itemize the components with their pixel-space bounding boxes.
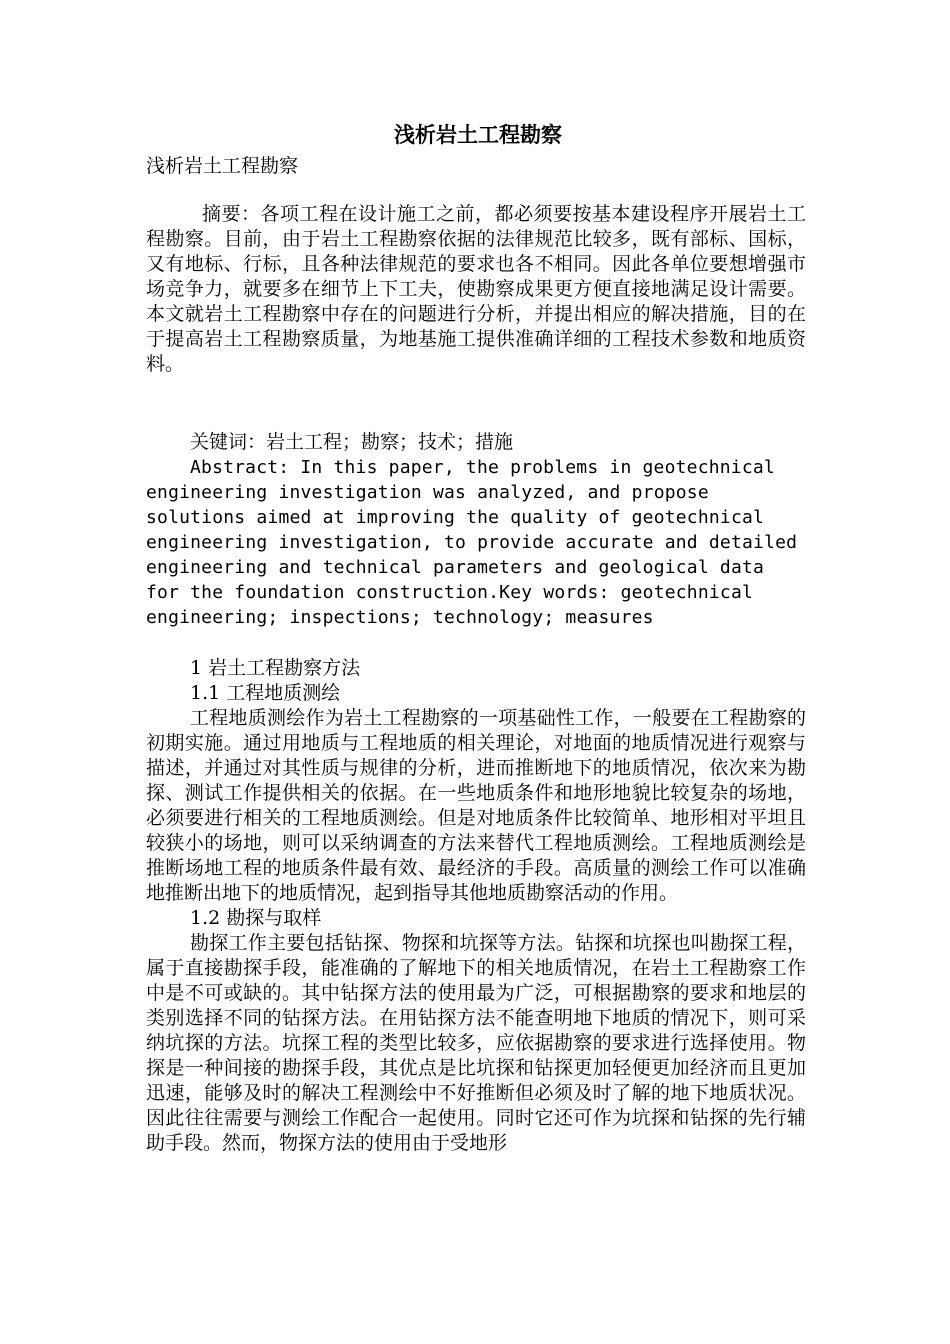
document-subtitle: 浅析岩土工程勘察: [146, 155, 299, 177]
document-title: 浅析岩土工程勘察: [394, 122, 562, 147]
section-1-2-text: 勘探工作主要包括钻探、物探和坑探等方法。钻探和坑探也叫勘探工程，属于直接勘探手段，能准确的了解地下的相关地质情况，在岩土工程勘察工作中是不可或缺的。其中钻探方法的使用最为广泛，可根据勘察的要求和地层的类别选择不同的钻探方法。在用钻探方法不能查明地下地质的情况下，则可采纳坑探的方法。坑探工程的类型比较多，应依据勘察的要求进行选择使用。物探是一种间接的勘探手段，其优点是比坑探和钻探更加轻便更加经济而且更加迅速，能够及时的解决工程测绘中不好推断但必须及时了解的地下地质状况。因此往往需要与测绘工作配合一起使用。同时它还可作为坑探和钻探的先行辅助手段。然而，物探方法的使用由于受地形: [146, 932, 806, 1154]
keywords-cn: 关键词：岩土工程；勘察；技术；措施: [190, 431, 514, 453]
section-1-1-text: 工程地质测绘作为岩土工程勘察的一项基础性工作，一般要在工程勘察的初期实施。通过用地质与工程地质的相关理论，对地面的地质情况进行观察与描述，并通过对其性质与规律的分析，进而推断地下的地质情况，依次来为勘探、测试工作提供相关的依据。在一些地质条件和地形地貌比较复杂的场地，必须要进行相关的工程地质测绘。但是对地质条件比较简单、地形相对平坦且较狭小的场地，则可以采纳调查的方法来替代工程地质测绘。工程地质测绘是推断场地工程的地质条件最有效、最经济的手段。高质量的测绘工作可以准确地推断出地下的地质情况，起到指导其他地质勘察活动的作用。: [146, 707, 806, 904]
section-1-1-heading: 1.1 工程地质测绘: [190, 682, 341, 704]
abstract-en: Abstract: In this paper, the problems in geotechnical engineering investigation was analyzed, and propose solutions aimed at improving the quality of geotechnical engineering investigation, to provide accurate and detailed engineering and technical parameters and geological data for the foundation construction.Key words: geotechnical engineering; inspections; technology; measures: [146, 457, 798, 628]
section-1-2-heading: 1.2 勘探与取样: [190, 907, 322, 929]
section-1-heading: 1 岩土工程勘察方法: [190, 657, 361, 679]
document-page: [146, 118, 806, 1156]
abstract-cn: 摘要：各项工程在设计施工之前，都必须要按基本建设程序开展岩土工程勘察。目前，由于岩土工程勘察依据的法律规范比较多，既有部标、国标，又有地标、行标，且各种法律规范的要求也各不相同。因此各单位要想增强市场竞争力，就要多在细节上下工夫，使勘察成果更方便直接地满足设计需要。本文就岩土工程勘察中存在的问题进行分析，并提出相应的解决措施，目的在于提高岩土工程勘察质量，为地基施工提供准确详细的工程技术参数和地质资料。: [146, 203, 806, 375]
